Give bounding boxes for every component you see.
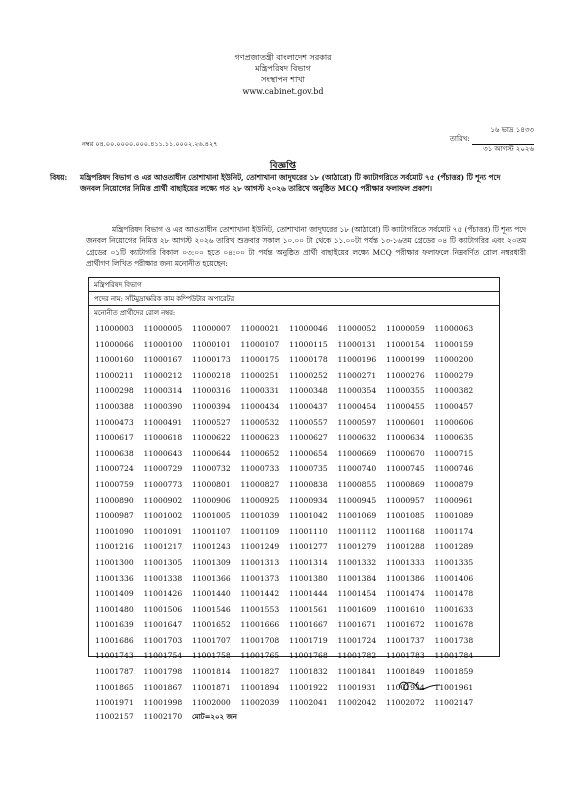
roll-number: 11001085 <box>386 511 425 521</box>
roll-number: 11001859 <box>434 667 474 677</box>
roll-row <box>95 368 495 384</box>
total-count: মোট=২০২ জন <box>192 711 237 721</box>
memo-number: নম্বর ০৪.০০.০০০০.০০০.৪১১.১১.০০০২.২৬.৪২৭ <box>82 140 218 148</box>
roll-number: 11000617 <box>95 433 134 443</box>
roll-number: 11001474 <box>386 589 425 599</box>
roll-number: 11000934 <box>289 495 328 505</box>
roll-number: 11001667 <box>289 620 328 630</box>
roll-number: 11000154 <box>386 339 425 349</box>
roll-row <box>95 477 495 493</box>
roll-number: 11000354 <box>337 386 377 396</box>
roll-number: 11001217 <box>143 542 183 552</box>
roll-number: 11001743 <box>95 651 134 661</box>
roll-number: 11000473 <box>95 417 134 427</box>
roll-number: 11000601 <box>386 417 425 427</box>
roll-row <box>95 508 495 524</box>
roll-number: 11000276 <box>386 370 425 380</box>
date-block <box>450 126 534 154</box>
roll-row <box>95 524 495 540</box>
roll-number: 11000869 <box>386 479 425 489</box>
roll-row <box>95 352 495 368</box>
roll-number: 11000643 <box>143 448 183 458</box>
roll-number: 11001335 <box>434 557 474 567</box>
selected-label-row: মনোনীত প্রার্থীদের রোল নম্বর: <box>94 309 176 317</box>
roll-number: 11000733 <box>240 464 280 474</box>
roll-row <box>95 399 495 415</box>
roll-number: 11001444 <box>289 589 328 599</box>
roll-number: 11001249 <box>240 542 280 552</box>
roll-row <box>95 430 495 446</box>
roll-number: 11001338 <box>143 573 183 583</box>
roll-number: 11001309 <box>192 557 231 567</box>
roll-number: 11000059 <box>386 324 425 333</box>
roll-number: 11001042 <box>289 511 328 521</box>
roll-number: 11000827 <box>240 479 280 489</box>
roll-number: 11000635 <box>434 433 474 443</box>
roll-number: 11000382 <box>434 386 474 396</box>
roll-number: 11001426 <box>143 589 183 599</box>
roll-number: 11000394 <box>192 401 231 411</box>
roll-number: 11001005 <box>192 511 231 521</box>
roll-number: 11001798 <box>143 667 183 677</box>
roll-number: 11000199 <box>386 355 425 365</box>
roll-number: 11001243 <box>192 542 231 552</box>
roll-number: 11001409 <box>95 589 134 599</box>
roll-number: 11000961 <box>434 495 474 505</box>
roll-number: 11000597 <box>337 417 377 427</box>
roll-number: 11000175 <box>240 355 280 365</box>
roll-number: 11001827 <box>240 667 280 677</box>
roll-number: 11001553 <box>240 604 280 614</box>
roll-number: 11001289 <box>434 542 474 552</box>
roll-number: 11000167 <box>143 355 183 365</box>
roll-number: 11000890 <box>95 495 134 505</box>
roll-number: 11001546 <box>192 604 231 614</box>
roll-number: 11000557 <box>289 417 328 427</box>
roll-number: 11000331 <box>240 386 280 396</box>
roll-row <box>95 337 495 353</box>
roll-number: 11000773 <box>143 479 183 489</box>
government-name: গণপ্রজাতন্ত্রী বাংলাদেশ সরকার <box>234 53 332 62</box>
roll-number: 11001724 <box>337 635 377 645</box>
subject-label: বিষয়: <box>50 173 68 182</box>
notice-title: বিজ্ঞপ্তি <box>269 161 297 171</box>
roll-number: 11001506 <box>143 604 183 614</box>
roll-number: 11001666 <box>240 620 280 630</box>
roll-number: 11000252 <box>289 370 328 380</box>
roll-number: 11001768 <box>289 651 328 661</box>
roll-number: 11001652 <box>192 620 231 630</box>
roll-number: 11000196 <box>337 355 377 365</box>
roll-row <box>95 321 495 337</box>
roll-number: 11001305 <box>143 557 183 567</box>
roll-row <box>95 555 495 571</box>
roll-number: 11000606 <box>434 417 474 427</box>
roll-number: 11001784 <box>434 651 474 661</box>
ministry-name: মন্ত্রিপরিষদ বিভাগ <box>255 64 311 73</box>
roll-row <box>95 383 495 399</box>
roll-number: 11000669 <box>337 448 377 458</box>
roll-number: 11001333 <box>386 557 425 567</box>
roll-number: 11000355 <box>386 386 425 396</box>
roll-number: 11000434 <box>240 401 280 411</box>
roll-number: 11001934 <box>386 682 425 692</box>
roll-number: 11001109 <box>240 526 280 536</box>
roll-number: 11001639 <box>95 620 134 630</box>
roll-row <box>95 571 495 587</box>
roll-number: 11001610 <box>386 604 425 614</box>
roll-number: 11001091 <box>143 526 183 536</box>
roll-number: 11000906 <box>192 495 231 505</box>
roll-number: 11000388 <box>95 401 134 411</box>
roll-number: 11000178 <box>289 355 328 365</box>
roll-number: 11000740 <box>337 464 377 474</box>
roll-number: 11000200 <box>434 355 474 365</box>
roll-number: 11001998 <box>143 698 183 708</box>
roll-number: 11000066 <box>95 339 134 349</box>
roll-number: 11001090 <box>95 526 134 536</box>
roll-number: 11001647 <box>143 620 183 630</box>
roll-number: 11000729 <box>143 464 183 474</box>
roll-number: 11000945 <box>337 495 377 505</box>
roll-number: 11001480 <box>95 604 134 614</box>
roll-number: 11001069 <box>337 511 377 521</box>
section-name: সংস্থাপন শাখা <box>261 75 305 84</box>
roll-number: 11001440 <box>192 589 231 599</box>
roll-number: 11000632 <box>337 433 377 443</box>
roll-number: 11000005 <box>143 324 183 333</box>
roll-number: 11000455 <box>386 401 425 411</box>
roll-number: 11002039 <box>240 698 280 708</box>
roll-number: 11001216 <box>95 542 134 552</box>
roll-number: 11000063 <box>434 324 474 333</box>
roll-number: 11000173 <box>192 355 231 365</box>
roll-row <box>95 586 495 602</box>
roll-number: 11000100 <box>143 339 183 349</box>
roll-number: 11001961 <box>434 682 474 692</box>
roll-number: 11000670 <box>386 448 425 458</box>
subject-text: মন্ত্রিপরিষদ বিভাগ ও এর আওতাধীন তোশাখানা ইউনিট, তোশাখানা জাদুঘরের ১৮ (আঠারো) টি ক্যাটাগরিতে সর্বমোট ৭৫ (পঁচাত্তর) টি শূন্য পদে জনবল নিয়োগের নিমিত্ত প্রার্থী বাছাইয়ের লক্ষ্যে গত ২৮ আগস্ট ২০২৬ তারিখে অনুষ্ঠিত MCQ পরীক্ষার ফলাফল প্রকাশ। <box>80 173 501 193</box>
roll-number: 11000212 <box>143 370 183 380</box>
roll-number: 11002147 <box>434 698 474 708</box>
roll-number: 11000454 <box>337 401 377 411</box>
roll-number: 11000855 <box>337 479 377 489</box>
roll-number: 11001107 <box>192 526 231 536</box>
roll-number: 11000879 <box>434 479 474 489</box>
roll-number: 11001174 <box>434 526 474 536</box>
roll-number: 11001894 <box>240 682 280 692</box>
roll-number: 11001478 <box>434 589 474 599</box>
roll-row <box>95 493 495 509</box>
roll-number: 11001110 <box>289 526 328 536</box>
roll-number: 11001454 <box>337 589 377 599</box>
roll-number: 11001707 <box>192 635 231 645</box>
roll-number: 11000457 <box>434 401 474 411</box>
roll-number: 11001787 <box>95 667 134 677</box>
roll-number: 11002157 <box>95 711 134 721</box>
roll-number: 11000759 <box>95 479 134 489</box>
roll-number: 11000316 <box>192 386 231 396</box>
roll-number: 11000279 <box>434 370 474 380</box>
roll-number: 11001672 <box>386 620 425 630</box>
roll-number: 11001783 <box>386 651 425 661</box>
roll-number: 11001336 <box>95 573 134 583</box>
roll-number: 11001671 <box>337 620 377 630</box>
roll-number: 11000115 <box>289 339 328 349</box>
roll-number: 11001867 <box>143 682 183 692</box>
roll-number: 11001922 <box>289 682 328 692</box>
signature <box>396 676 442 696</box>
roll-number: 11000902 <box>143 495 183 505</box>
roll-number: 11000634 <box>386 433 425 443</box>
roll-number: 11000654 <box>289 448 328 458</box>
roll-number: 11000348 <box>289 386 328 396</box>
roll-number: 11001332 <box>337 557 377 567</box>
roll-number: 11001849 <box>386 667 425 677</box>
roll-number: 11000107 <box>240 339 280 349</box>
roll-row <box>95 633 495 649</box>
roll-number: 11000314 <box>143 386 183 396</box>
roll-row <box>95 617 495 633</box>
roll-number: 11000003 <box>95 324 134 333</box>
roll-number: 11000638 <box>95 448 134 458</box>
roll-number: 11001865 <box>95 682 134 692</box>
website-link[interactable]: www.cabinet.gov.bd <box>242 87 324 96</box>
roll-number: 11001313 <box>240 557 280 567</box>
roll-number: 11000623 <box>240 433 280 443</box>
roll-number: 11001758 <box>192 651 231 661</box>
roll-row <box>95 446 495 462</box>
roll-number: 11000627 <box>289 433 328 443</box>
post-name-row: পদের নাম: সাঁটমুদ্রাক্ষরিক কাম কম্পিউটার অপারেটর <box>89 292 499 306</box>
roll-number: 11002072 <box>386 698 425 708</box>
roll-number: 11000160 <box>95 355 134 365</box>
roll-number: 11002042 <box>337 698 377 708</box>
roll-number: 11000218 <box>192 370 231 380</box>
roll-number: 11000801 <box>192 479 231 489</box>
roll-number: 11000390 <box>143 401 183 411</box>
roll-number: 11000746 <box>434 464 474 474</box>
roll-number: 11000101 <box>192 339 231 349</box>
date-line <box>472 135 534 145</box>
roll-number: 11001442 <box>240 589 280 599</box>
roll-number: 11000251 <box>240 370 280 380</box>
roll-number: 11001406 <box>434 573 474 583</box>
roll-number: 11000622 <box>192 433 231 443</box>
roll-number: 11001738 <box>434 635 474 645</box>
roll-number: 11001871 <box>192 682 231 692</box>
roll-number: 11001609 <box>337 604 377 614</box>
roll-number: 11000957 <box>386 495 425 505</box>
roll-number: 11001931 <box>337 682 377 692</box>
roll-number: 11001703 <box>143 635 183 645</box>
roll-number: 11000925 <box>240 495 280 505</box>
roll-number: 11001002 <box>143 511 183 521</box>
roll-number: 11001708 <box>240 635 280 645</box>
roll-number: 11000732 <box>192 464 231 474</box>
roll-number: 11000618 <box>143 433 183 443</box>
roll-row <box>95 415 495 431</box>
roll-number: 11001765 <box>240 651 280 661</box>
roll-number: 11000735 <box>289 464 328 474</box>
roll-number: 11000046 <box>289 324 328 333</box>
roll-number: 11002041 <box>289 698 328 708</box>
roll-number: 11001112 <box>337 526 377 536</box>
roll-number: 11000491 <box>143 417 183 427</box>
roll-number: 11001561 <box>289 604 328 614</box>
roll-number: 11001300 <box>95 557 134 567</box>
roll-number: 11001314 <box>289 557 328 567</box>
roll-number: 11000532 <box>240 417 280 427</box>
roll-number: 11001279 <box>337 542 377 552</box>
roll-number: 11002170 <box>143 711 183 721</box>
roll-number: 11001633 <box>434 604 474 614</box>
roll-number: 11001277 <box>289 542 328 552</box>
roll-number: 11000211 <box>95 370 134 380</box>
roll-row <box>95 648 495 664</box>
roll-number: 11000745 <box>386 464 425 474</box>
roll-number: 11001841 <box>337 667 377 677</box>
roll-grid <box>95 321 495 723</box>
roll-number: 11001386 <box>386 573 425 583</box>
roll-number: 11001782 <box>337 651 377 661</box>
department-row: মন্ত্রিপরিষদ বিভাগ <box>89 278 499 292</box>
roll-number: 11000271 <box>337 370 377 380</box>
roll-number: 11001366 <box>192 573 231 583</box>
roll-number: 11000159 <box>434 339 474 349</box>
roll-number: 11000052 <box>337 324 377 333</box>
roll-number: 11001168 <box>386 526 425 536</box>
roll-number: 11000131 <box>337 339 377 349</box>
roll-row-last <box>95 711 495 723</box>
roll-number: 11000527 <box>192 417 231 427</box>
roll-number: 11001814 <box>192 667 231 677</box>
roll-number: 11000652 <box>240 448 280 458</box>
result-table <box>88 277 500 721</box>
roll-number: 11001686 <box>95 635 134 645</box>
roll-number: 11000021 <box>240 324 280 333</box>
body-paragraph: মন্ত্রিপরিষদ বিভাগ ও এর আওতাধীন তোশাখানা ইউনিট, তোশাখানা জাদুঘরের ১৮ (আঠারো) টি ক্যাটাগরিতে সর্বমোট ৭৫ (পঁচাত্তর) টি শূন্য পদে জনবল নিয়োগের নিমিত্ত ২৮ আগস্ট ২০২৬ তারিখ শুক্রবার সকাল ১০.০০ টা থেকে ১১.০০টা পর্যন্ত ১৩-১৬তম গ্রেডের ০৪ টি ক্যাটাগরির এবং ২০তম গ্রেডের ০১টি ক্যাটাগরি বিকাল ০৩:০০ হতে ০৪:০০ টা পর্যন্ত অনুষ্ঠিত প্রার্থী বাছাইয়ের লক্ষ্যে MCQ পরীক্ষার ফলাফলে নিম্নবর্ণিত রোল নম্বরধারী প্রার্থীগণ লিখিত পরীক্ষার জন্য মনোনীত হয়েছেন: <box>86 225 526 269</box>
roll-row <box>95 461 495 477</box>
roll-number: 11001380 <box>289 573 328 583</box>
roll-number: 11001754 <box>143 651 183 661</box>
roll-number: 11000838 <box>289 479 328 489</box>
date-label: তারিখ: <box>449 135 470 143</box>
roll-number: 11001039 <box>240 511 280 521</box>
roll-row <box>95 539 495 555</box>
date-english: ৩১ আগস্ট ২০২৬ <box>483 145 534 153</box>
roll-number: 11000987 <box>95 511 134 521</box>
roll-row <box>95 602 495 618</box>
roll-number: 11000298 <box>95 386 134 396</box>
date-bangla: ১৬ ভাদ্র ১৪৩৩ <box>490 126 534 134</box>
roll-number: 11001971 <box>95 698 134 708</box>
roll-number: 11001373 <box>240 573 280 583</box>
roll-number: 11002000 <box>192 698 231 708</box>
roll-row <box>95 695 495 711</box>
subject-block <box>50 172 520 194</box>
roll-number: 11001832 <box>289 667 328 677</box>
roll-number: 11000724 <box>95 464 134 474</box>
roll-number: 11001678 <box>434 620 474 630</box>
roll-number: 11001737 <box>386 635 425 645</box>
roll-number: 11001719 <box>289 635 328 645</box>
roll-number: 11001384 <box>337 573 377 583</box>
roll-number: 11000715 <box>434 448 474 458</box>
roll-number: 11001288 <box>386 542 425 552</box>
roll-number: 11000007 <box>192 324 231 333</box>
roll-number: 11000437 <box>289 401 328 411</box>
roll-number: 11001089 <box>434 511 474 521</box>
roll-number: 11000644 <box>192 448 231 458</box>
